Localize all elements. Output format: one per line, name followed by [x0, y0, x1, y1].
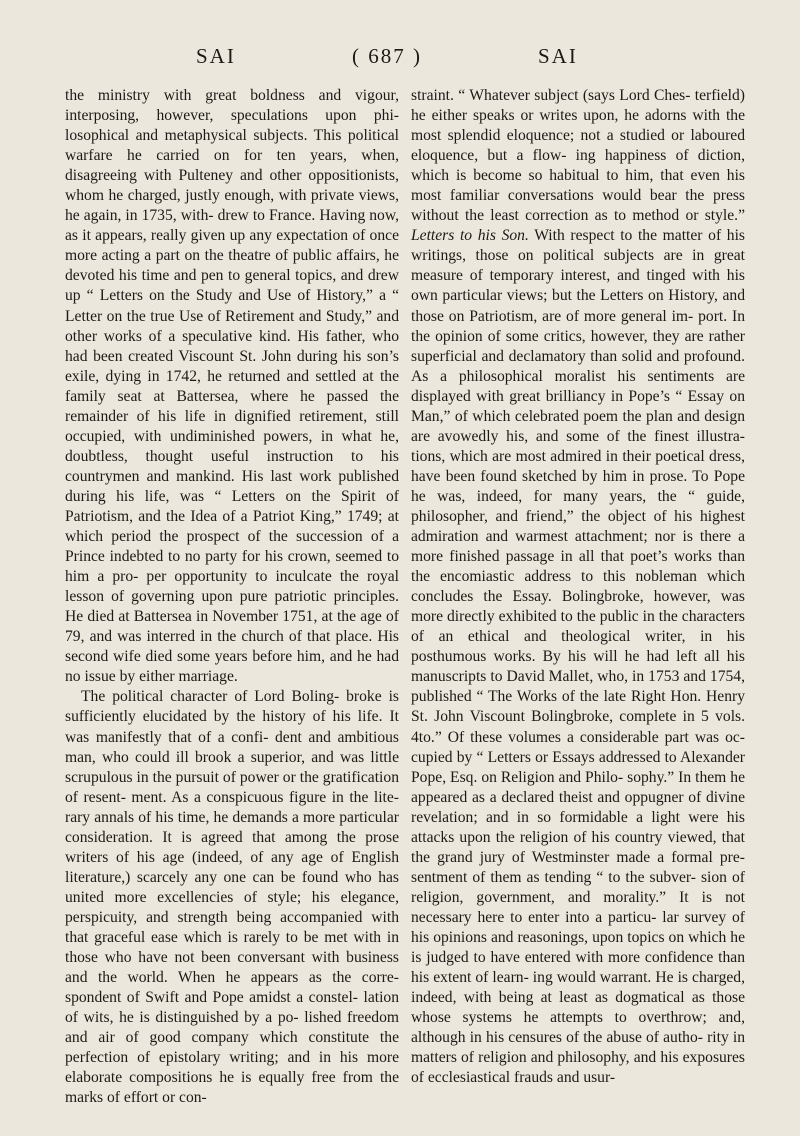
citation-letters-to-his-son: Letters to his Son. [411, 227, 529, 245]
left-column [65, 86, 399, 1108]
right-text-after-citation: With respect to the matter of his writings, those on political subjects are in great measure of temporary interest, and tinged with his own particular views; but the Letters on History, and those on Patriotism, are of more general im- port. In the opinion of some critics, however, they are rather superficial and declamatory than solid and profound. As a philosophical moralist his sentiments are displayed with great brilliancy in Pope’s “ Essay on Man,” of which celebrated poem the plan and design are avowedly his, and some of the finest illustra- tions, which are most admired in their poetical dress, have been found sketched by him in prose. To Pope he was, indeed, for many years, the “ guide, philosopher, and friend,” the object of his highest admiration and warmest attachment; nor is there a more finished passage in all that poet’s works than the encomiastic address to this nobleman which concludes the Essay. Bolingbroke, however, was more directly exhibited to the public in the characters of an ethical and theological writer, in his posthumous works. By his will he had left all his manuscripts to David Mallet, who, in 1753 and 1754, published “ The Works of the late Right Hon. Henry St. John Viscount Bolingbroke, complete in 5 vols. 4to.” Of these volumes a considerable part was oc- cupied by “ Letters or Essays addressed to Alexander Pope, Esq. on Religion and Philo- sophy.” In them he appeared as a declared theist and oppugner of divine revelation; and in so formidable a light were his attacks upon the religion of his country viewed, that the grand jury of Westminster made a formal pre- sentment of them as tending “ to the subver- sion of religion, government, and morality.” It is not necessary here to enter into a particu- lar survey of his opinions and reasonings, upon topics on which he is judged to have entered with more confidence than his extent of learn- ing would warrant. He is charged, indeed, with being at least as dogmatical as those whose systems he attempts to overthrow; and, although in his censures of the abuse of autho- rity in matters of religion and philosophy, and his exposures of ecclesiastical frauds and usur- [411, 227, 745, 1087]
header-right-keyword: SAI [538, 44, 578, 68]
header-left-keyword: SAI [196, 44, 236, 68]
left-paragraph-2: The political character of Lord Boling- broke is sufficiently elucidated by the history of his life. It was manifestly that of a confi- dent and ambitious man, who could ill brook a superior, and was little scrupulous in the pursuit of power or the gratification of resent- ment. As a conspicuous figure in the lite- rary annals of his time, he demands a more particular consideration. It is agreed that among the prose writers of his age (indeed, of any age of English literature,) scarcely any one can be found who has united more excellencies of style; his elegance, perspicuity, and strength being accompanied with that graceful ease which is rarely to be met with in those who have not been conversant with business and the world. When he appears as the corre- spondent of Swift and Pope amidst a constel- lation of wits, he is distinguished by a po- lished freedom and air of good company which constitute the perfection of epistolary writing; and in his more elaborate compositions he is equally free from the marks of effort or con- [65, 688, 399, 1107]
right-text-before-citation: straint. “ Whatever subject (says Lord Ches- terfield) he either speaks or writes upon, he adorns with the most splendid eloquence; not a studied or laboured eloquence, but a flow- ing happiness of diction, which is become so habitual to him, that even his most familiar conversations would bear the press without the least correction as to method or style.” [411, 87, 745, 225]
running-header [0, 44, 800, 78]
page-number: ( 687 ) [352, 44, 422, 68]
right-column [411, 86, 745, 1088]
left-paragraph-1: the ministry with great boldness and vigour, interposing, however, speculations upon phi- losophical and metaphysical subjects. This political warfare he carried on for ten years, when, disagreeing with Pulteney and other oppositionists, whom he charged, justly enough, with private views, he again, in 1735, with- drew to France. Having now, as it appears, really given up any expectation of once more acting a part on the theatre of public affairs, he devoted his time and pen to general topics, and drew up “ Letters on the Study and Use of History,” a “ Letter on the true Use of Retirement and Study,” and other works of a speculative kind. His father, who had been created Viscount St. John during his son’s exile, dying in 1742, he returned and settled at the family seat at Battersea, where he passed the remainder of his life in dignified retirement, still occupied, with undiminished powers, in what he, doubtless, thought useful instruction to his countrymen and mankind. His last work published during his life, was “ Letters on the Spirit of Patriotism, and the Idea of a Patriot King,” 1749; at which period the prospect of the succession of a Prince indebted to no party for his crown, seemed to him a pro- per opportunity to inculcate the royal lesson of governing upon pure patriotic principles. He died at Battersea in November 1751, at the age of 79, and was interred in the church of that place. His second wife died some years before him, and he had no issue by either marriage. [65, 87, 399, 686]
right-paragraph-1 [411, 86, 745, 1088]
